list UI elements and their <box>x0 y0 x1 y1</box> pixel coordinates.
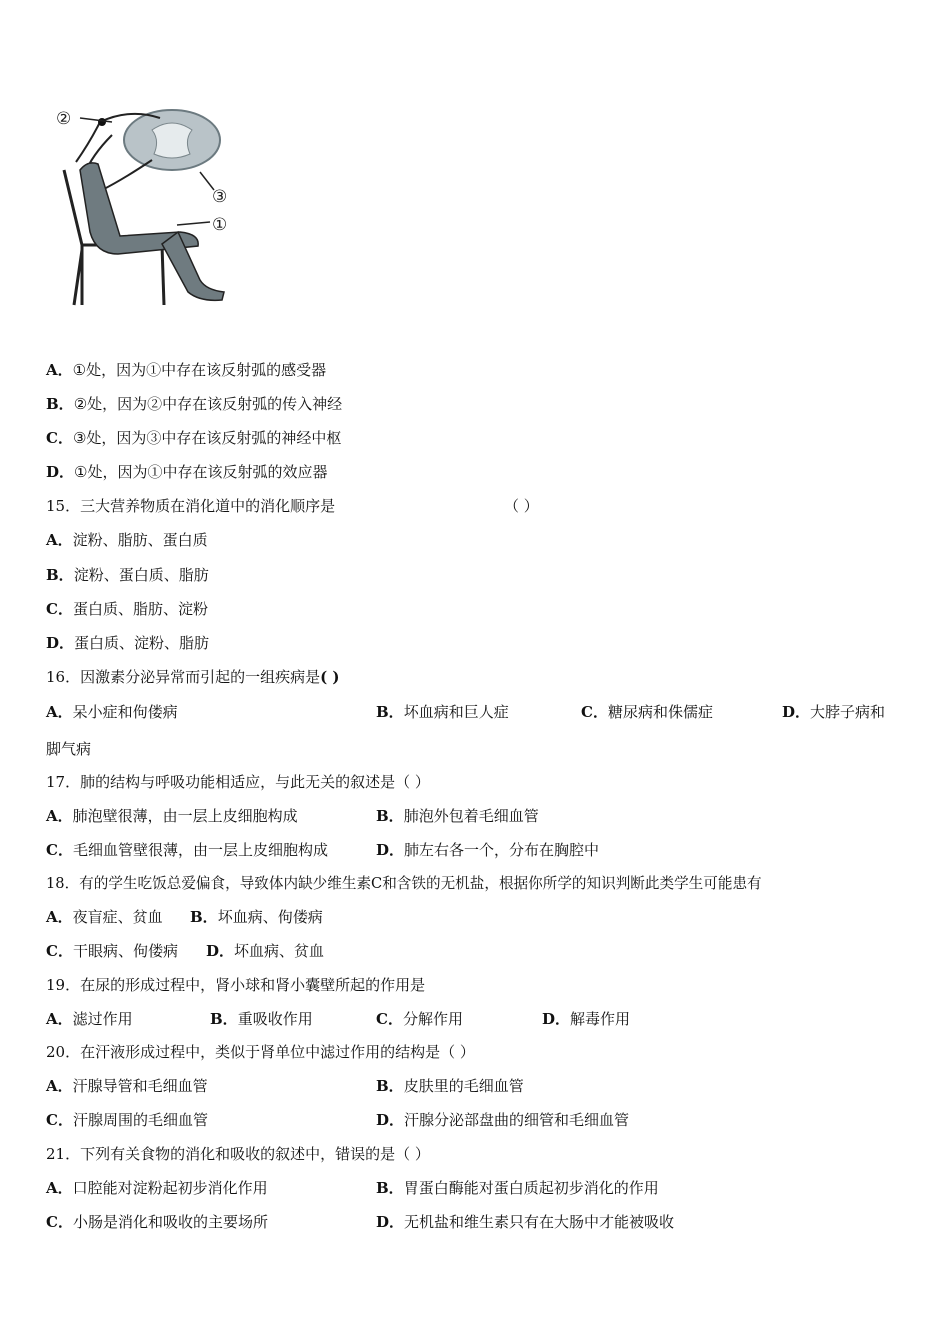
q14-option-c: C．③处，因为③中存在该反射弧的神经中枢 <box>46 429 342 447</box>
q15-option-d: D．蛋白质、淀粉、脂肪 <box>46 634 210 652</box>
q18-option-a: A．夜盲症、贫血 <box>46 908 163 926</box>
q15-option-b: B．淀粉、蛋白质、脂肪 <box>46 566 209 584</box>
q17-option-b: B．肺泡外包着毛细血管 <box>376 807 539 825</box>
q17-option-a: A．肺泡壁很薄，由一层上皮细胞构成 <box>46 807 298 825</box>
q18-option-b: B．坏血病、佝偻病 <box>190 908 323 926</box>
q19-option-a: A．滤过作用 <box>46 1010 133 1028</box>
q21-option-a: A．口腔能对淀粉起初步消化作用 <box>46 1179 268 1197</box>
q20-option-d: D．汗腺分泌部盘曲的细管和毛细血管 <box>376 1111 630 1129</box>
q20-option-c: C．汗腺周围的毛细血管 <box>46 1111 208 1129</box>
q16-option-d: D．大脖子病和 <box>782 703 886 721</box>
q19-option-b: B．重吸收作用 <box>210 1010 313 1028</box>
q21-option-b: B．胃蛋白酶能对蛋白质起初步消化的作用 <box>376 1179 659 1197</box>
q15-option-c: C．蛋白质、脂肪、淀粉 <box>46 600 208 618</box>
q15-stem: 15．三大营养物质在消化道中的消化顺序是 <box>46 497 336 515</box>
q17-stem: 17．肺的结构与呼吸功能相适应，与此无关的叙述是（ ） <box>46 773 430 791</box>
q21-option-c: C．小肠是消化和吸收的主要场所 <box>46 1213 268 1231</box>
spinal-cord-section <box>124 110 220 170</box>
label-3: ③ <box>212 187 228 207</box>
q15-answer-blank: （ ） <box>504 497 539 515</box>
q19-option-c: C．分解作用 <box>376 1010 463 1028</box>
q20-stem: 20．在汗液形成过程中，类似于肾单位中滤过作用的结构是（ ） <box>46 1043 475 1061</box>
label-2: ② <box>56 109 72 129</box>
q18-stem: 18．有的学生吃饭总爱偏食，导致体内缺少维生素C和含铁的无机盐，根据你所学的知识判断此类学生可能患有 <box>46 875 762 892</box>
q18-option-d: D．坏血病、贫血 <box>206 942 325 960</box>
q18-option-c: C．干眼病、佝偻病 <box>46 942 178 960</box>
q14-option-b: B．②处，因为②中存在该反射弧的传入神经 <box>46 395 343 413</box>
q16-stem: 16．因激素分泌异常而引起的一组疾病是( ) <box>46 668 340 686</box>
q14-option-d: D．①处，因为①中存在该反射弧的效应器 <box>46 463 328 481</box>
q16-answer-blank: ( ) <box>320 668 340 686</box>
q20-option-a: A．汗腺导管和毛细血管 <box>46 1077 208 1095</box>
q16-option-b: B．坏血病和巨人症 <box>376 703 509 721</box>
reflex-arc-figure <box>52 100 242 315</box>
q14-option-a: A．①处，因为①中存在该反射弧的感受器 <box>46 361 327 379</box>
label-1: ① <box>212 215 228 235</box>
q15-option-a: A．淀粉、脂肪、蛋白质 <box>46 531 208 549</box>
q16-option-a: A．呆小症和佝偻病 <box>46 703 178 721</box>
q16-option-d-continued: 脚气病 <box>46 740 92 758</box>
q17-option-d: D．肺左右各一个，分布在胸腔中 <box>376 841 600 859</box>
q19-stem: 19．在尿的形成过程中，肾小球和肾小囊壁所起的作用是 <box>46 976 426 994</box>
q16-option-c: C．糖尿病和侏儒症 <box>581 703 713 721</box>
q21-option-d: D．无机盐和维生素只有在大肠中才能被吸收 <box>376 1213 675 1231</box>
q19-option-d: D．解毒作用 <box>542 1010 631 1028</box>
seated-person <box>80 163 224 300</box>
q17-option-c: C．毛细血管壁很薄，由一层上皮细胞构成 <box>46 841 328 859</box>
q20-option-b: B．皮肤里的毛细血管 <box>376 1077 524 1095</box>
q21-stem: 21．下列有关食物的消化和吸收的叙述中，错误的是（ ） <box>46 1145 430 1163</box>
